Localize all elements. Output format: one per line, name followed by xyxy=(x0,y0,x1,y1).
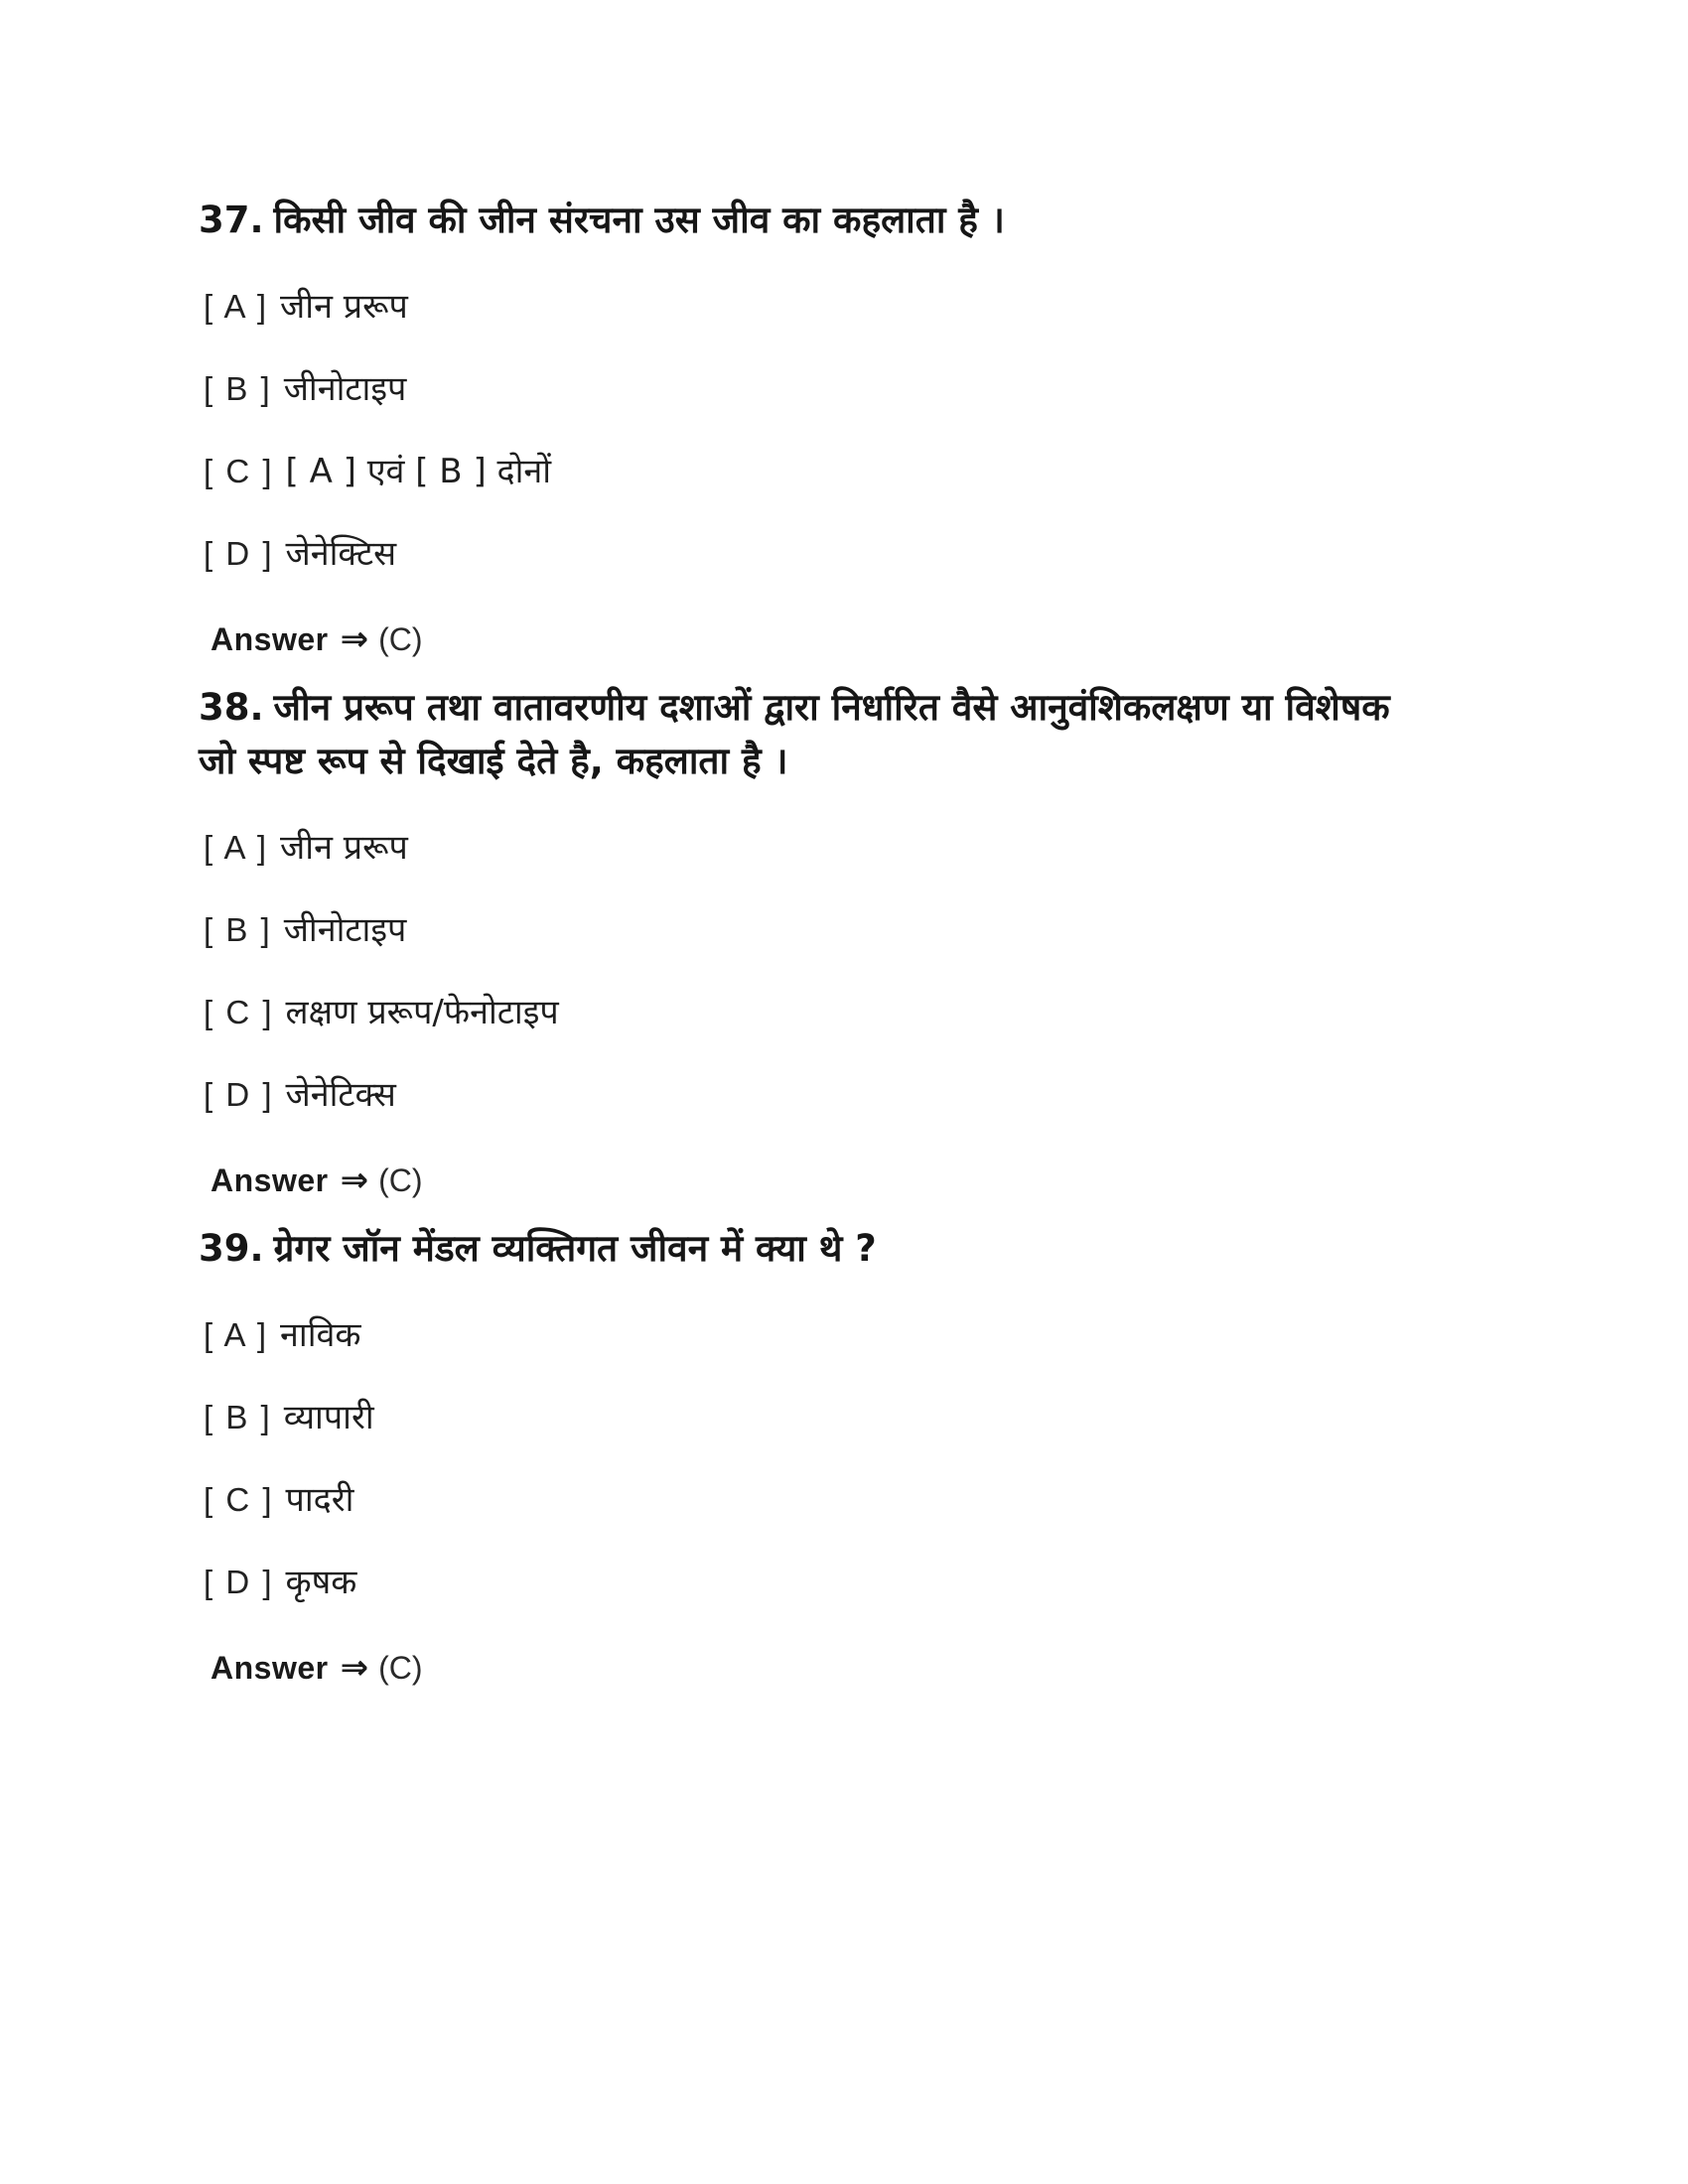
question-text: किसी जीव की जीन संरचना उस जीव का कहलाता है । xyxy=(273,199,1005,241)
question-block-39 xyxy=(199,1222,1569,1690)
question-text: जीन प्ररूप तथा वातावरणीय दशाओं द्वारा निर्धारित वैसे आनुवंशिकलक्षण या विशेषक जो स्पष्ट रूप से दिखाई देते है, कहलाता है । xyxy=(199,686,1390,782)
double-arrow-icon: ⇒ xyxy=(340,1648,369,1688)
option-b xyxy=(199,1396,1569,1439)
option-text: जेनेक्टिस xyxy=(285,534,397,574)
answer-line xyxy=(199,1646,1569,1690)
option-text: जीनोटाइप xyxy=(283,910,407,950)
question-text: ग्रेगर जॉन मेंडल व्यक्तिगत जीवन में क्या थे ? xyxy=(273,1227,877,1270)
question-number: 39. xyxy=(199,1227,264,1270)
option-text: जीन प्ररूप xyxy=(280,287,408,327)
option-key: [ C ] xyxy=(204,453,274,489)
option-a xyxy=(199,1313,1569,1357)
answer-line xyxy=(199,617,1569,661)
option-b xyxy=(199,367,1569,411)
option-text: व्यापारी xyxy=(283,1398,374,1437)
option-key: [ C ] xyxy=(204,1481,274,1518)
answer-label: Answer xyxy=(211,1162,329,1198)
question-number: 37. xyxy=(199,199,264,241)
question-title xyxy=(199,194,1390,247)
option-c xyxy=(199,1478,1569,1522)
option-d xyxy=(199,532,1569,576)
double-arrow-icon: ⇒ xyxy=(340,619,369,659)
option-text: जीनोटाइप xyxy=(283,369,407,409)
double-arrow-icon: ⇒ xyxy=(340,1160,369,1200)
option-text: जेनेटिक्स xyxy=(285,1075,396,1115)
option-key: [ A ] xyxy=(204,1316,269,1353)
question-title xyxy=(199,681,1390,788)
option-d xyxy=(199,1073,1569,1117)
question-title xyxy=(199,1222,1390,1276)
option-text: लक्षण प्ररूप/फेनोटाइप xyxy=(285,993,559,1032)
option-text: नाविक xyxy=(280,1315,361,1355)
option-d xyxy=(199,1561,1569,1604)
answer-value: (C) xyxy=(378,1650,423,1686)
option-c xyxy=(199,450,1569,493)
option-key: [ B ] xyxy=(204,370,272,407)
option-c xyxy=(199,991,1569,1034)
option-key: [ C ] xyxy=(204,994,274,1030)
option-text: जीन प्ररूप xyxy=(280,828,408,868)
option-key: [ A ] xyxy=(204,288,269,325)
option-key: [ B ] xyxy=(204,1399,272,1435)
option-key: [ D ] xyxy=(204,535,274,572)
question-block-37 xyxy=(199,194,1569,661)
option-text: कृषक xyxy=(285,1563,357,1602)
option-key: [ D ] xyxy=(204,1564,274,1600)
answer-value: (C) xyxy=(378,1162,423,1198)
answer-label: Answer xyxy=(211,621,329,657)
option-text: पादरी xyxy=(285,1480,354,1520)
answer-label: Answer xyxy=(211,1650,329,1686)
answer-line xyxy=(199,1159,1569,1202)
option-key: [ D ] xyxy=(204,1076,274,1113)
question-number: 38. xyxy=(199,686,264,729)
option-key: [ B ] xyxy=(204,911,272,948)
option-a xyxy=(199,285,1569,329)
question-block-38 xyxy=(199,681,1569,1202)
option-text: [ A ] एवं [ B ] दोनों xyxy=(285,452,552,491)
option-key: [ A ] xyxy=(204,829,269,866)
option-b xyxy=(199,908,1569,952)
answer-value: (C) xyxy=(378,621,423,657)
option-a xyxy=(199,826,1569,870)
